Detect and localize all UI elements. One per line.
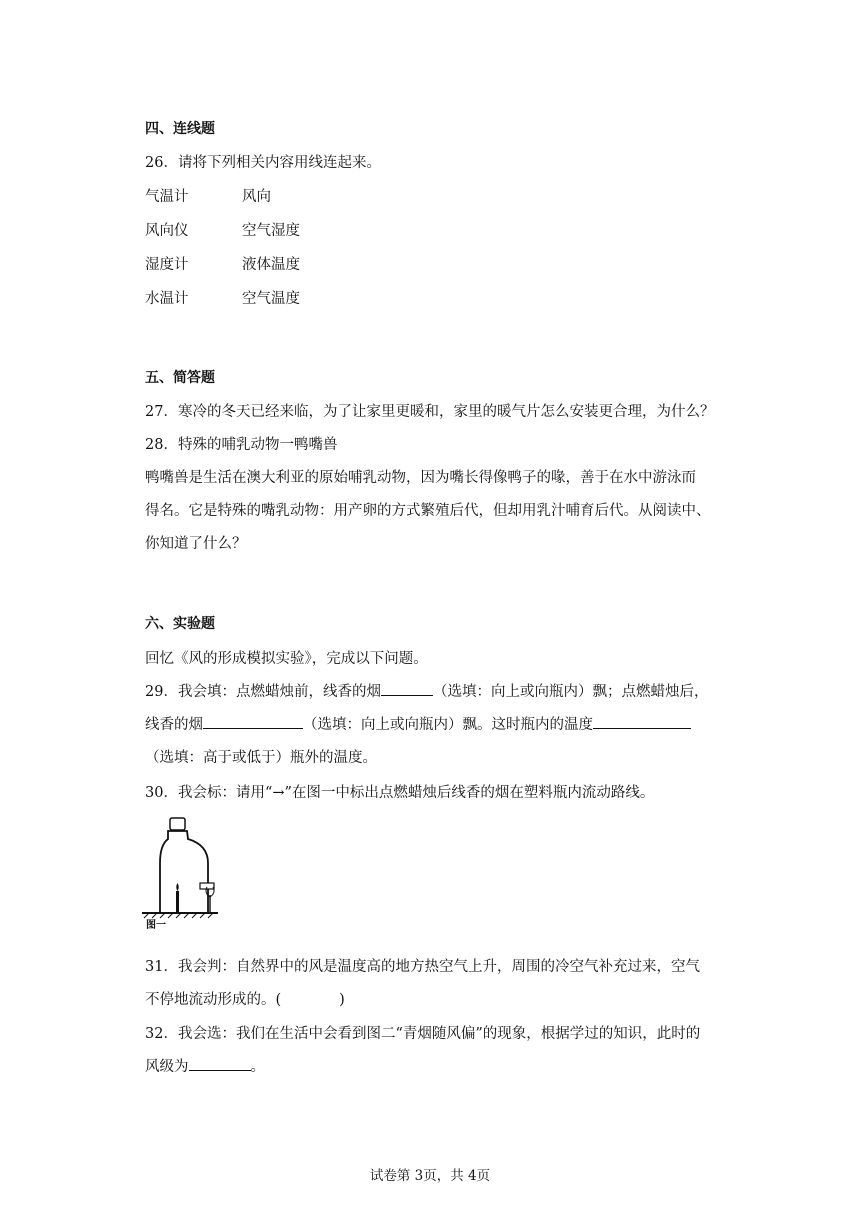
question-26: 26．请将下列相关内容用线连起来。 xyxy=(145,155,381,171)
match-right-item: 液体温度 xyxy=(242,257,300,273)
question-29-line1: 29．我会填：点燃蜡烛前，线香的烟 （选填：向上或向瓶内）飘；点燃蜡烛后， xyxy=(145,680,708,701)
answer-blank[interactable] xyxy=(381,681,433,696)
page-footer: 试卷第 3页，共 4页 xyxy=(369,1168,491,1184)
passage-line: 鸭嘴兽是生活在澳大利亚的原始哺乳动物，因为嘴长得像鸭子的喙，善于在水中游泳而 xyxy=(145,470,696,486)
figure-label: 图一 xyxy=(146,920,166,930)
passage-line: 你知道了什么？ xyxy=(145,536,247,552)
match-right-item: 空气湿度 xyxy=(242,223,300,239)
answer-blank[interactable] xyxy=(203,714,303,729)
question-32-line1: 32．我会选：我们在生活中会看到图二“青烟随风偏”的现象，根据学过的知识，此时的 xyxy=(145,1026,701,1042)
question-30: 30．我会标：请用“→”在图一中标出点燃蜡烛后线香的烟在塑料瓶内流动路线。 xyxy=(145,785,655,801)
bottle-outline xyxy=(160,831,208,913)
bottle-experiment-figure xyxy=(140,815,220,930)
question-28: 28．特殊的哺乳动物一鸭嘴兽 xyxy=(145,437,338,453)
question-29-line3: （选填：高于或低于）瓶外的温度。 xyxy=(145,750,377,766)
match-right-item: 风向 xyxy=(242,189,271,205)
bottle-cap xyxy=(170,818,185,830)
question-32-line2: 风级为 。 xyxy=(145,1055,265,1076)
match-left-item: 水温计 xyxy=(145,291,189,307)
experiment-intro: 回忆《风的形成模拟实验》，完成以下问题。 xyxy=(145,651,428,667)
question-29-line2: 线香的烟 （选填：向上或向瓶内）飘。这时瓶内的温度 xyxy=(145,713,691,734)
question-31-line2: 不停地流动形成的。( ) xyxy=(145,992,345,1008)
answer-blank[interactable] xyxy=(189,1056,251,1071)
question-31-line1: 31．我会判：自然界中的风是温度高的地方热空气上升，周围的冷空气补充过来，空气 xyxy=(145,959,700,975)
match-left-item: 湿度计 xyxy=(145,257,189,273)
match-left-item: 风向仪 xyxy=(145,223,189,239)
section-title-short-answer: 五、简答题 xyxy=(145,370,215,386)
answer-blank[interactable] xyxy=(593,714,691,729)
section-title-experiment: 六、实验题 xyxy=(145,616,215,632)
passage-line: 得名。它是特殊的嘴乳动物：用产卵的方式繁殖后代，但却用乳汁哺育后代。从阅读中、 xyxy=(145,503,711,519)
match-right-item: 空气温度 xyxy=(242,291,300,307)
question-27: 27．寒冷的冬天已经来临，为了让家里更暖和，家里的暖气片怎么安装更合理，为什么？ xyxy=(145,404,715,420)
match-left-item: 气温计 xyxy=(145,189,189,205)
candle xyxy=(176,891,179,913)
section-title-matching: 四、连线题 xyxy=(145,121,215,137)
